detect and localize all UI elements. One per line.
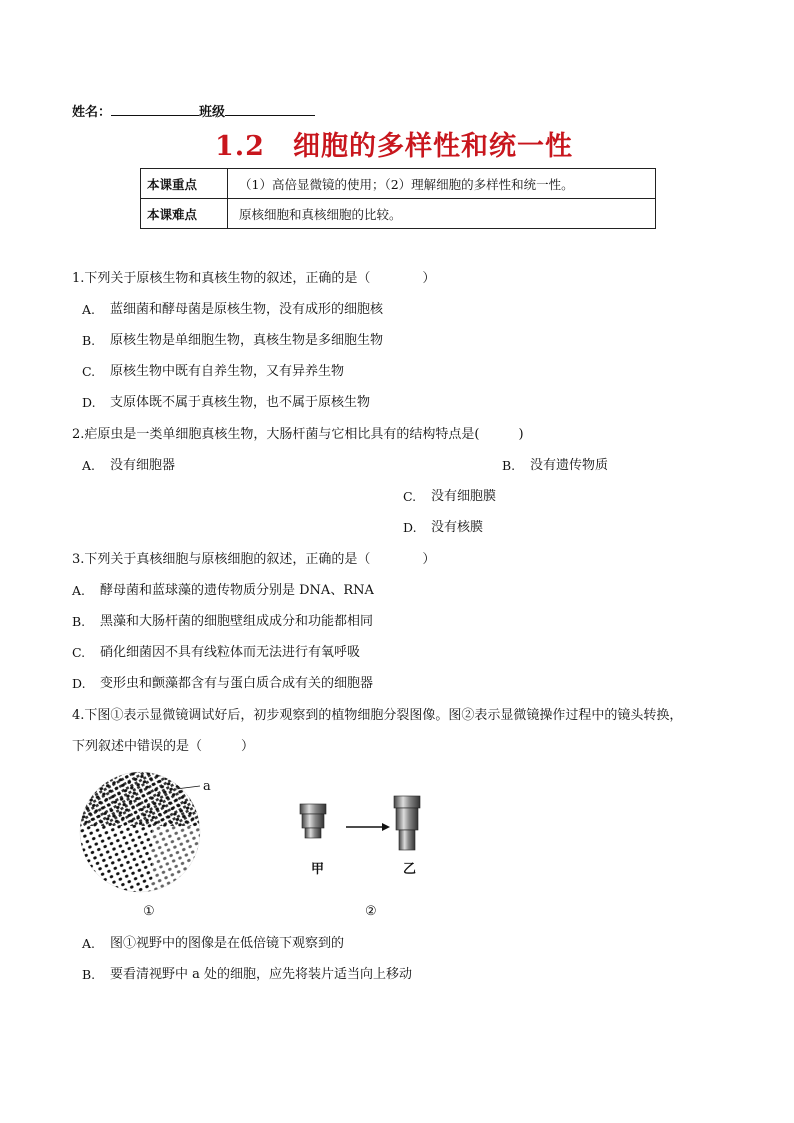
student-info-line bbox=[72, 103, 315, 121]
q2-option-a-text: 没有细胞器 bbox=[110, 458, 176, 473]
difficulty-label: 本课难点 bbox=[141, 199, 228, 229]
q1-option-c-text: 原核生物中既有自养生物，又有异养生物 bbox=[110, 364, 345, 379]
option-letter: A. bbox=[82, 936, 96, 951]
lens-jia-icon bbox=[300, 804, 326, 838]
q3-option-a[interactable] bbox=[72, 583, 85, 599]
q1-option-b-text: 原核生物是单细胞生物，真核生物是多细胞生物 bbox=[110, 333, 384, 348]
table-row bbox=[141, 169, 656, 199]
option-letter: A. bbox=[82, 302, 96, 317]
page-title: 1.2 细胞的多样性和统一性 bbox=[215, 131, 573, 162]
q2-option-a[interactable] bbox=[82, 458, 95, 474]
question-3-stem: 3.下列关于真核细胞与原核细胞的叙述，正确的是（ ） bbox=[72, 552, 436, 567]
option-letter: D. bbox=[403, 520, 417, 535]
question-4-stem-line2: 下列叙述中错误的是（ ） bbox=[72, 739, 255, 754]
option-letter: B. bbox=[82, 967, 96, 982]
q2-option-b[interactable] bbox=[502, 458, 515, 474]
q1-option-d-text: 支原体既不属于真核生物，也不属于原核生物 bbox=[110, 395, 371, 410]
q1-option-a[interactable] bbox=[82, 302, 95, 318]
label-a: a bbox=[203, 779, 211, 794]
name-label: 姓名： bbox=[72, 105, 112, 120]
q3-option-a-text: 酵母菌和蓝球藻的遗传物质分别是 DNA、RNA bbox=[100, 583, 374, 598]
q3-option-d-text: 变形虫和颤藻都含有与蛋白质合成有关的细胞器 bbox=[100, 676, 374, 691]
objective-lens-figure bbox=[290, 790, 430, 860]
q1-option-c[interactable] bbox=[82, 364, 95, 380]
option-letter: D. bbox=[72, 676, 86, 691]
q4-option-a[interactable] bbox=[82, 936, 95, 952]
option-letter: B. bbox=[72, 614, 86, 629]
q2-option-b-text: 没有遗传物质 bbox=[530, 458, 609, 473]
option-letter: A. bbox=[82, 458, 96, 473]
q4-option-b[interactable] bbox=[82, 967, 95, 983]
class-label: 班级 bbox=[199, 105, 226, 120]
cell-pattern bbox=[72, 766, 222, 896]
question-2-stem: 2.疟原虫是一类单细胞真核生物，大肠杆菌与它相比具有的结构特点是( ) bbox=[72, 427, 524, 442]
option-letter: C. bbox=[72, 645, 86, 660]
difficulty-value: 原核细胞和真核细胞的比较。 bbox=[228, 199, 656, 229]
q2-option-d-text: 没有核膜 bbox=[431, 520, 484, 535]
q3-option-c-text: 硝化细菌因不具有线粒体而无法进行有氧呼吸 bbox=[100, 645, 361, 660]
question-1-stem: 1.下列关于原核生物和真核生物的叙述，正确的是（ ） bbox=[72, 271, 436, 286]
q3-option-b-text: 黑藻和大肠杆菌的细胞壁组成成分和功能都相同 bbox=[100, 614, 374, 629]
key-points-value: （1）高倍显微镜的使用；（2）理解细胞的多样性和统一性。 bbox=[228, 169, 656, 199]
q2-option-d[interactable] bbox=[403, 520, 417, 536]
q4-option-a-text: 图①视野中的图像是在低倍镜下观察到的 bbox=[110, 936, 345, 951]
class-blank[interactable] bbox=[225, 103, 315, 116]
option-letter: D. bbox=[82, 395, 96, 410]
option-letter: B. bbox=[82, 333, 96, 348]
option-letter: C. bbox=[82, 364, 96, 379]
q4-option-b-text: 要看清视野中 a 处的细胞，应先将装片适当向上移动 bbox=[110, 967, 413, 982]
q1-option-d[interactable] bbox=[82, 395, 96, 411]
name-blank[interactable] bbox=[111, 103, 199, 116]
arrow-right-icon bbox=[346, 823, 390, 831]
q1-option-b[interactable] bbox=[82, 333, 95, 349]
key-points-label: 本课重点 bbox=[141, 169, 228, 199]
lens-yi-label: 乙 bbox=[403, 862, 417, 877]
q3-option-c[interactable] bbox=[72, 645, 85, 661]
microscope-field-figure bbox=[72, 766, 222, 896]
q2-option-c[interactable] bbox=[403, 489, 416, 505]
figure-1-caption: ① bbox=[143, 904, 155, 919]
q3-option-b[interactable] bbox=[72, 614, 85, 630]
q1-option-a-text: 蓝细菌和酵母菌是原核生物，没有成形的细胞核 bbox=[110, 302, 384, 317]
option-letter: A. bbox=[72, 583, 86, 598]
table-row bbox=[141, 199, 656, 229]
lens-jia-label: 甲 bbox=[311, 862, 325, 877]
option-letter: B. bbox=[502, 458, 516, 473]
lens-yi-icon bbox=[394, 796, 420, 850]
option-letter: C. bbox=[403, 489, 417, 504]
q2-option-c-text: 没有细胞膜 bbox=[431, 489, 497, 504]
question-4-stem-line1: 4.下图①表示显微镜调试好后，初步观察到的植物细胞分裂图像。图②表示显微镜操作过程中的镜头转换， bbox=[72, 708, 683, 723]
lesson-info-table bbox=[140, 168, 656, 229]
figure-2-caption: ② bbox=[365, 904, 377, 919]
q3-option-d[interactable] bbox=[72, 676, 86, 692]
